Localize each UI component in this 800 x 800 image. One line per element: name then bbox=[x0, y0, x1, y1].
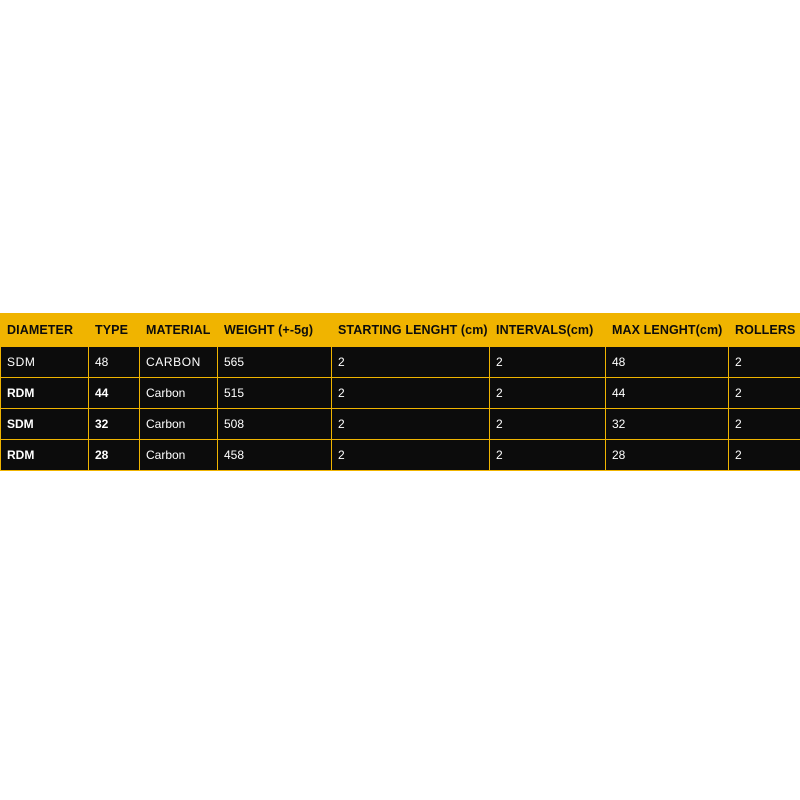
cell-material: Carbon bbox=[140, 440, 218, 471]
cell-diameter: SDM bbox=[1, 409, 89, 440]
cell-rollers: 2 bbox=[729, 409, 800, 440]
column-header-max-length: MAX LENGHT(cm) bbox=[606, 314, 729, 347]
table-row bbox=[1, 440, 800, 471]
cell-rollers: 2 bbox=[729, 440, 800, 471]
column-header-rollers: ROLLERS bbox=[729, 314, 800, 347]
cell-type: 48 bbox=[89, 347, 140, 378]
table-row bbox=[1, 409, 800, 440]
column-header-weight: WEIGHT (+-5g) bbox=[218, 314, 332, 347]
cell-material: Carbon bbox=[140, 409, 218, 440]
cell-starting-length: 2 bbox=[332, 378, 490, 409]
cell-diameter: SDM bbox=[1, 347, 89, 378]
table-header-row bbox=[1, 314, 800, 347]
cell-starting-length: 2 bbox=[332, 347, 490, 378]
cell-intervals: 2 bbox=[490, 440, 606, 471]
table-row bbox=[1, 347, 800, 378]
mast-specification-table bbox=[0, 313, 800, 471]
cell-weight: 508 bbox=[218, 409, 332, 440]
cell-rollers: 2 bbox=[729, 378, 800, 409]
spec-table-container bbox=[0, 313, 800, 471]
cell-intervals: 2 bbox=[490, 347, 606, 378]
cell-max-length: 28 bbox=[606, 440, 729, 471]
cell-type: 28 bbox=[89, 440, 140, 471]
cell-type: 32 bbox=[89, 409, 140, 440]
column-header-starting-length: STARTING LENGHT (cm) bbox=[332, 314, 490, 347]
cell-weight: 515 bbox=[218, 378, 332, 409]
cell-max-length: 32 bbox=[606, 409, 729, 440]
cell-material: Carbon bbox=[140, 378, 218, 409]
cell-starting-length: 2 bbox=[332, 409, 490, 440]
cell-type: 44 bbox=[89, 378, 140, 409]
cell-material: CARBON bbox=[140, 347, 218, 378]
column-header-diameter: DIAMETER bbox=[1, 314, 89, 347]
column-header-material: MATERIAL bbox=[140, 314, 218, 347]
cell-diameter: RDM bbox=[1, 378, 89, 409]
cell-max-length: 48 bbox=[606, 347, 729, 378]
column-header-intervals: INTERVALS(cm) bbox=[490, 314, 606, 347]
cell-intervals: 2 bbox=[490, 409, 606, 440]
cell-starting-length: 2 bbox=[332, 440, 490, 471]
cell-weight: 565 bbox=[218, 347, 332, 378]
cell-max-length: 44 bbox=[606, 378, 729, 409]
cell-rollers: 2 bbox=[729, 347, 800, 378]
table-row bbox=[1, 378, 800, 409]
cell-diameter: RDM bbox=[1, 440, 89, 471]
cell-weight: 458 bbox=[218, 440, 332, 471]
column-header-type: TYPE bbox=[89, 314, 140, 347]
cell-intervals: 2 bbox=[490, 378, 606, 409]
